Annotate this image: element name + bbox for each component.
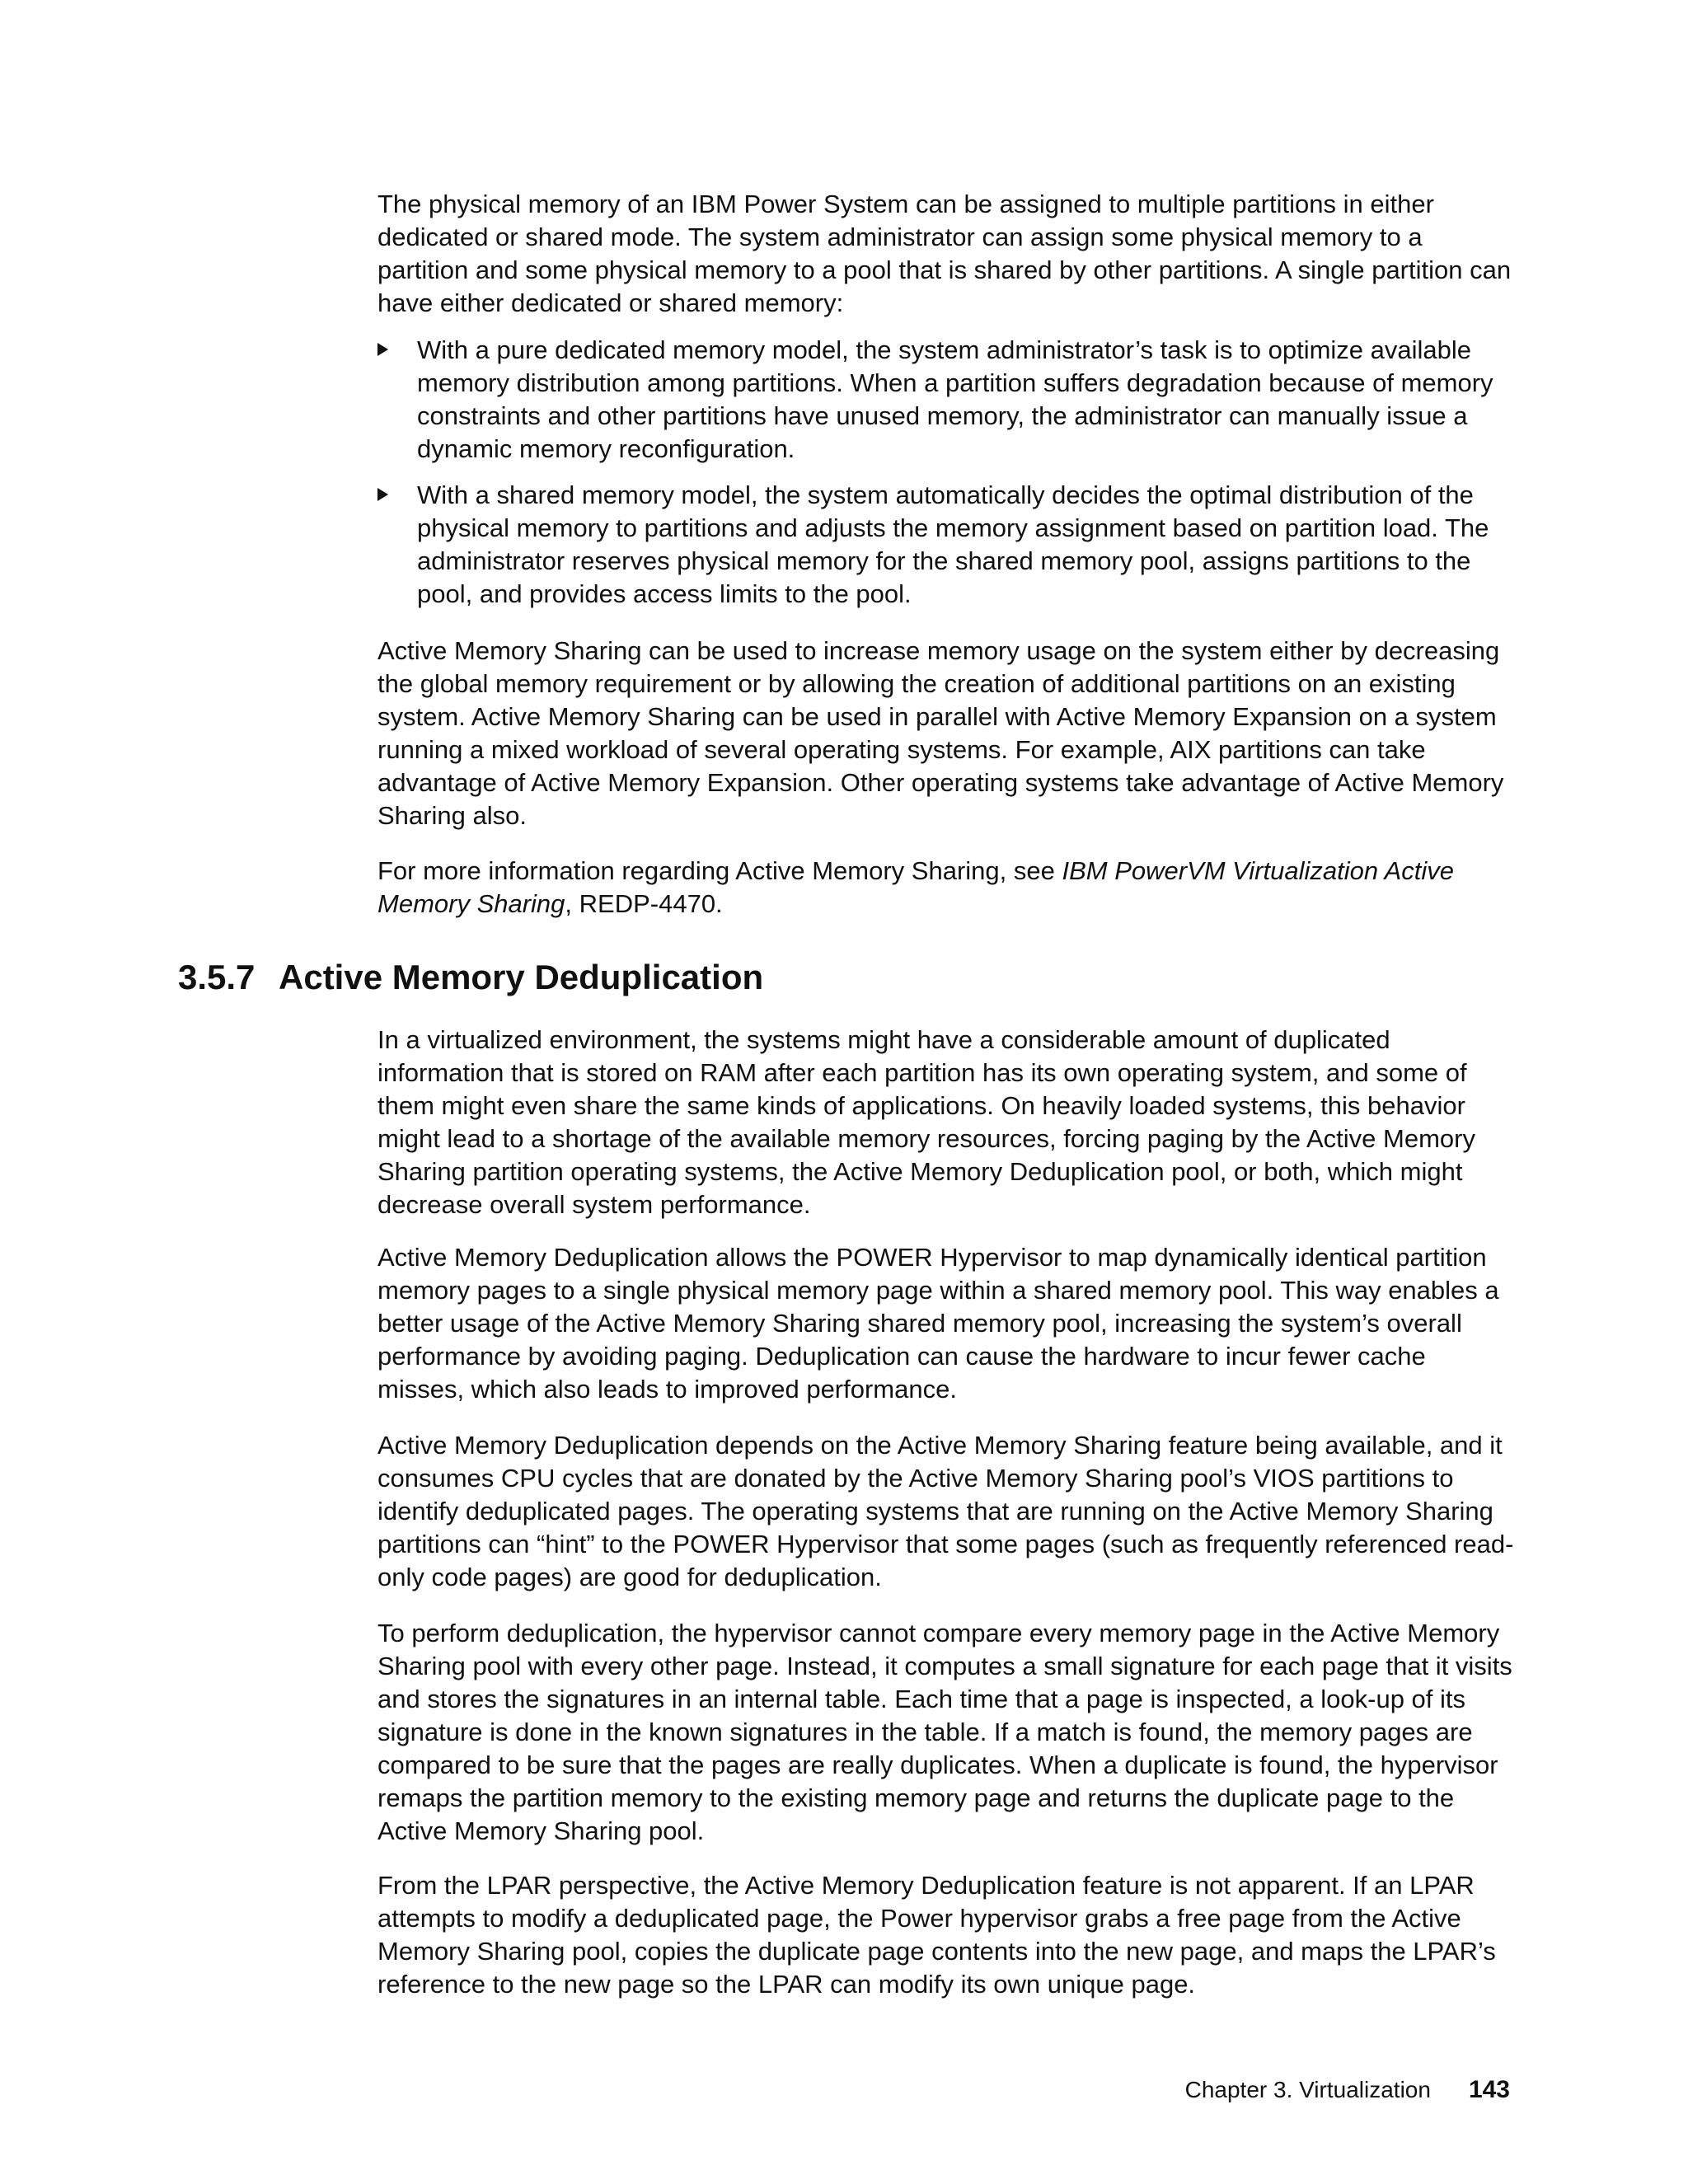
intro-block bbox=[377, 188, 1515, 320]
memory-model-list bbox=[377, 334, 1515, 611]
section-paragraph: To perform deduplication, the hypervisor cannot compare every memory page in the Active Memory Sharing pool with every other page. Instead, it computes a small signature for each page that it visits and stores the signatures in an internal table. Each time that a page is inspected, a look-up of its signature is done in the known signatures in the table. If a match is found, the memory pages are compared to be sure that the pages are really duplicates. When a duplicate is found, the hypervisor remaps the partition memory to the existing memory page and returns the duplicate page to the Active Memory Sharing pool. bbox=[377, 1619, 1512, 1845]
section-paragraph-5-block bbox=[377, 1869, 1515, 2001]
triangle-bullet-icon bbox=[377, 343, 388, 356]
section-heading bbox=[178, 956, 763, 999]
section-paragraph: Active Memory Deduplication allows the POWER Hypervisor to map dynamically identical partition memory pages to a single physical memory page within a shared memory pool. This way enables a better usage of the Active Memory Sharing shared memory pool, increasing the system’s overall performance by avoiding paging. Deduplication can cause the hardware to incur fewer cache misses, which also leads to improved performance. bbox=[377, 1243, 1499, 1404]
more-info-title: IBM PowerVM Virtualization Active Memory Sharing bbox=[377, 856, 1454, 918]
more-info-paragraph bbox=[377, 855, 1515, 921]
list-item-text: With a pure dedicated memory model, the system administrator’s task is to optimize available memory distribution among partitions. When a partition suffers degradation because of memory constraints and other partitions have unused memory, the administrator can manually issue a dynamic memory reconfiguration. bbox=[417, 335, 1493, 463]
section-paragraph-4-block bbox=[377, 1617, 1515, 1848]
section-paragraph: In a virtualized environment, the systems might have a considerable amount of duplicated information that is stored on RAM after each partition has its own operating system, and some of them might even share the same kinds of applications. On heavily loaded systems, this behavior might lead to a shortage of the available memory resources, forcing paging by the Active Memory Sharing partition operating systems, the Active Memory Deduplication pool, or both, which might decrease overall system performance. bbox=[377, 1025, 1475, 1219]
more-info-suffix: , REDP-4470. bbox=[565, 889, 723, 918]
section-paragraph: From the LPAR perspective, the Active Memory Deduplication feature is not apparent. If an LPAR attempts to modify a deduplicated page, the Power hypervisor grabs a free page from the Active Memory Sharing pool, copies the duplicate page contents into the new page, and maps the LPAR’s reference to the new page so the LPAR can modify its own unique page. bbox=[377, 1871, 1496, 1999]
list-item bbox=[377, 334, 1515, 466]
more-info-block bbox=[377, 855, 1515, 921]
triangle-bullet-icon bbox=[377, 488, 388, 501]
chapter-label: Chapter 3. Virtualization bbox=[1184, 2077, 1431, 2102]
more-info-prefix: For more information regarding Active Memory Sharing, see bbox=[377, 856, 1062, 885]
section-number: 3.5.7 bbox=[178, 958, 256, 996]
section-paragraph: Active Memory Deduplication depends on the Active Memory Sharing feature being available, and it consumes CPU cycles that are donated by the Active Memory Sharing pool’s VIOS partitions to identify deduplicated pages. The operating systems that are running on the Active Memory Sharing partitions can “hint” to the POWER Hypervisor that some pages (such as frequently referenced read-only code pages) are good for deduplication. bbox=[377, 1431, 1514, 1591]
section-paragraph-3-block bbox=[377, 1429, 1515, 1594]
list-item bbox=[377, 479, 1515, 611]
intro-paragraph: The physical memory of an IBM Power System can be assigned to multiple partitions in either dedicated or shared mode. The system administrator can assign some physical memory to a partition and some physical memory to a pool that is shared by other partitions. A single partition can have either dedicated or shared memory: bbox=[377, 190, 1512, 317]
ams-block bbox=[377, 635, 1515, 832]
section-paragraph-2-block bbox=[377, 1241, 1515, 1406]
page-number: 143 bbox=[1468, 2076, 1510, 2103]
section-title: Active Memory Deduplication bbox=[279, 958, 764, 996]
ams-paragraph: Active Memory Sharing can be used to increase memory usage on the system either by decreasing the global memory requirement or by allowing the creation of additional partitions on an existing system. Active Memory Sharing can be used in parallel with Active Memory Expansion on a system running a mixed workload of several operating systems. For example, AIX partitions can take advantage of Active Memory Expansion. Other operating systems take advantage of Active Memory Sharing also. bbox=[377, 636, 1504, 830]
page-footer bbox=[1185, 2075, 1510, 2105]
list-item-text: With a shared memory model, the system automatically decides the optimal distribution of the physical memory to partitions and adjusts the memory assignment based on partition load. The administrator reserves physical memory for the shared memory pool, assigns partitions to the pool, and provides access limits to the pool. bbox=[417, 480, 1489, 608]
section-paragraph-1-block bbox=[377, 1024, 1515, 1221]
